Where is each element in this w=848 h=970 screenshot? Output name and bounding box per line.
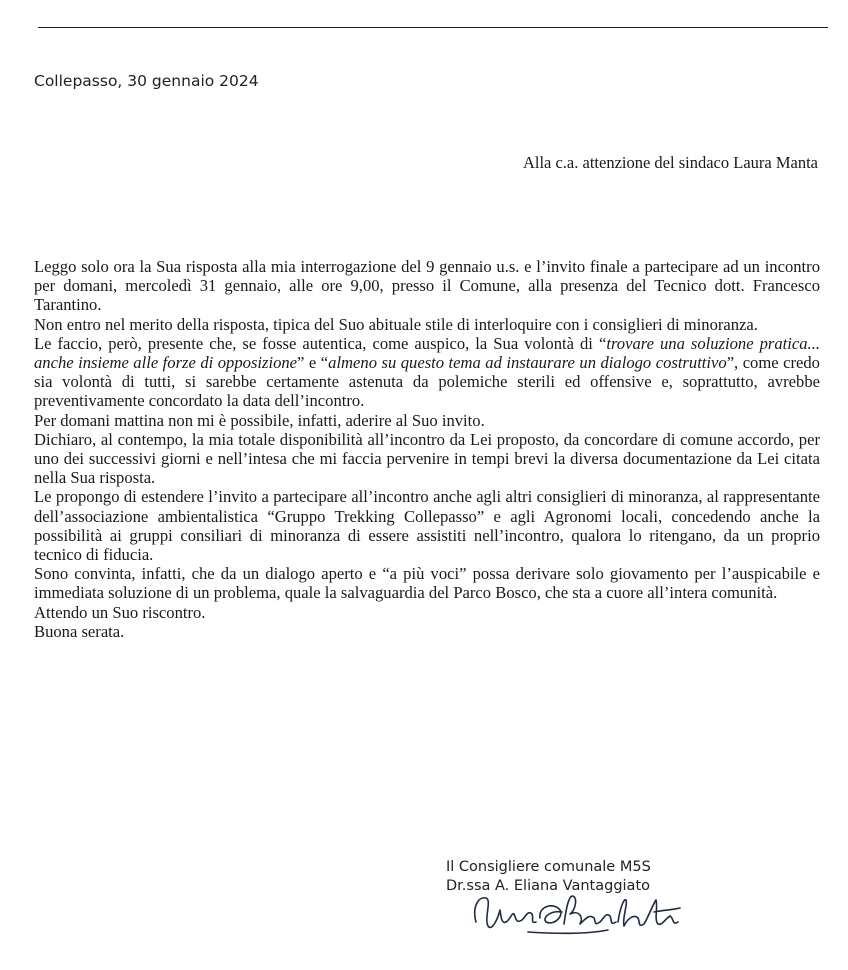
signer-name: Dr.ssa A. Eliana Vantaggiato bbox=[446, 878, 650, 894]
paragraph-2: Non entro nel merito della risposta, tipica del Suo abituale stile di interloquire con i consiglieri di minoranza. bbox=[34, 314, 758, 334]
recipient-line: Alla c.a. attenzione del sindaco Laura Manta bbox=[522, 153, 818, 172]
paragraph-1: Leggo solo ora la Sua risposta alla mia interrogazione del 9 gennaio u.s. e l’invito finale a partecipare ad un incontro per domani, mercoledì 31 gennaio, alle ore 9,00, presso il Comune, alla presenza del Tecnico dott. Francesco Tarantino. bbox=[34, 257, 820, 315]
paragraph-9: Buona serata. bbox=[34, 621, 125, 641]
paragraph-4: Per domani mattina non mi è possibile, infatti, aderire al Suo invito. bbox=[34, 410, 485, 430]
paragraph-8: Attendo un Suo riscontro. bbox=[34, 602, 206, 622]
handwritten-signature bbox=[468, 888, 698, 940]
paragraph-3-part-a: Le faccio, però, presente che, se fosse autentica, come auspico, la Sua volontà di “ bbox=[34, 333, 607, 353]
quote-2: almeno su questo tema ad instaurare un dialogo costruttivo bbox=[328, 353, 727, 373]
paragraph-7: Sono convinta, infatti, che da un dialogo aperto e “a più voci” possa derivare solo giovamento per l’auspicabile e immediata soluzione di un problema, quale la salvaguardia del Parco Bosco, che sta a cuore all’intera comunità. bbox=[34, 564, 820, 603]
top-rule bbox=[38, 27, 828, 28]
paragraph-3-part-b: ” e “ bbox=[297, 353, 329, 373]
quote-1: trovare una soluzione pratica... anche insieme alle forze di opposizione bbox=[34, 333, 820, 373]
place-date: Collepasso, 30 gennaio 2024 bbox=[34, 72, 259, 90]
paragraph-6: Le propongo di estendere l’invito a partecipare all’incontro anche agli altri consiglieri di minoranza, al rappresentante dell’associazione ambientalistica “Gruppo Trekking Collepasso” e agli Agronomi locali, concedendo anche la possibilità ai gruppi consiliari di minoranza di essere assistiti nell’incontro, qualora lo ritengano, da un proprio tecnico di fiducia. bbox=[34, 487, 820, 565]
letter-body bbox=[34, 257, 820, 641]
paragraph-3-part-c: ”, come credo sia volontà di tutti, si sarebbe certamente astenuta da polemiche sterili ed offensive e, soprattutto, avrebbe preventivamente concordato la data dell’incontro. bbox=[34, 353, 820, 411]
paragraph-3 bbox=[34, 334, 820, 411]
signer-role: Il Consigliere comunale M5S bbox=[446, 859, 651, 875]
paragraph-5: Dichiaro, al contempo, la mia totale disponibilità all’incontro da Lei proposto, da concordare di comune accordo, per uno dei successivi giorni e nell’intesa che mi faccia pervenire in tempi brevi la diversa documentazione da Lei citata nella Sua risposta. bbox=[34, 429, 820, 488]
